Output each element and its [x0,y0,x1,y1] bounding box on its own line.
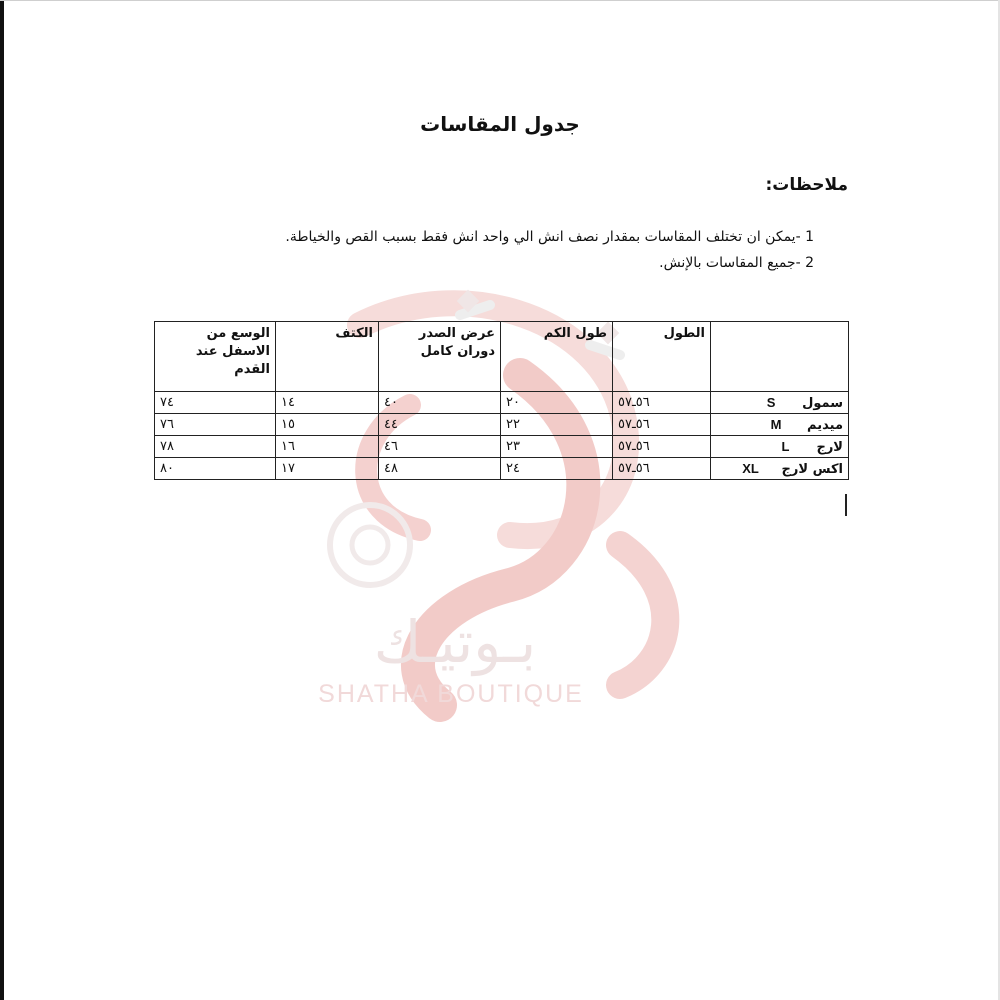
document-title: جدول المقاسات [420,112,580,136]
header-sleeve-length: طول الكم [501,322,613,392]
hem-cell: ٧٦ [155,414,276,436]
length-cell: ٥٦ـ٥٧ [613,392,711,414]
table-row [155,458,849,480]
size-code: XL [742,460,759,476]
shoulder-cell: ١٥ [276,414,379,436]
length-cell: ٥٦ـ٥٧ [613,458,711,480]
header-chest-width: عرض الصدر دوران كامل [379,322,501,392]
size-name: اكس لارج [781,461,843,477]
size-name: سمول [802,395,843,411]
hem-cell: ٧٨ [155,436,276,458]
chest-cell: ٤٤ [379,414,501,436]
header-hem-width: الوسع من الاسفل عند القدم [155,322,276,392]
size-label [711,458,849,480]
length-cell: ٥٦ـ٥٧ [613,436,711,458]
size-chart-table [154,321,849,480]
sleeve-cell: ٢٠ [501,392,613,414]
size-label [711,392,849,414]
header-shoulder: الكتف [276,322,379,392]
sleeve-cell: ٢٢ [501,414,613,436]
sleeve-cell: ٢٤ [501,458,613,480]
size-code: S [766,394,776,410]
chest-cell: ٤٦ [379,436,501,458]
sleeve-cell: ٢٣ [501,436,613,458]
shoulder-cell: ١٦ [276,436,379,458]
table-row [155,414,849,436]
note-item: 1 -يمكن ان تختلف المقاسات بمقدار نصف انش الي واحد انش فقط بسبب القص والخياطة. [285,229,814,245]
chest-cell: ٤٠ [379,392,501,414]
length-cell: ٥٦ـ٥٧ [613,414,711,436]
note-item: 2 -جميع المقاسات بالإنش. [659,255,814,271]
chest-cell: ٤٨ [379,458,501,480]
size-name: لارج [816,439,843,455]
table-row [155,392,849,414]
hem-cell: ٨٠ [155,458,276,480]
table-border-tail [845,494,847,516]
table-header-row [155,322,849,392]
shoulder-cell: ١٤ [276,392,379,414]
watermark-latin-text: SHATHA BOUTIQUE [318,680,584,708]
size-label [711,436,849,458]
notes-heading: ملاحظات: [765,175,848,195]
page-left-border [0,0,4,1000]
size-name: ميديم [807,417,843,433]
size-label [711,414,849,436]
header-size [711,322,849,392]
table-row [155,436,849,458]
watermark-arabic-text: بـوتيـك [373,608,537,676]
size-code: M [770,416,782,432]
hem-cell: ٧٤ [155,392,276,414]
header-length: الطول [613,322,711,392]
page-top-border [0,0,1000,1]
size-code: L [781,438,790,454]
shoulder-cell: ١٧ [276,458,379,480]
